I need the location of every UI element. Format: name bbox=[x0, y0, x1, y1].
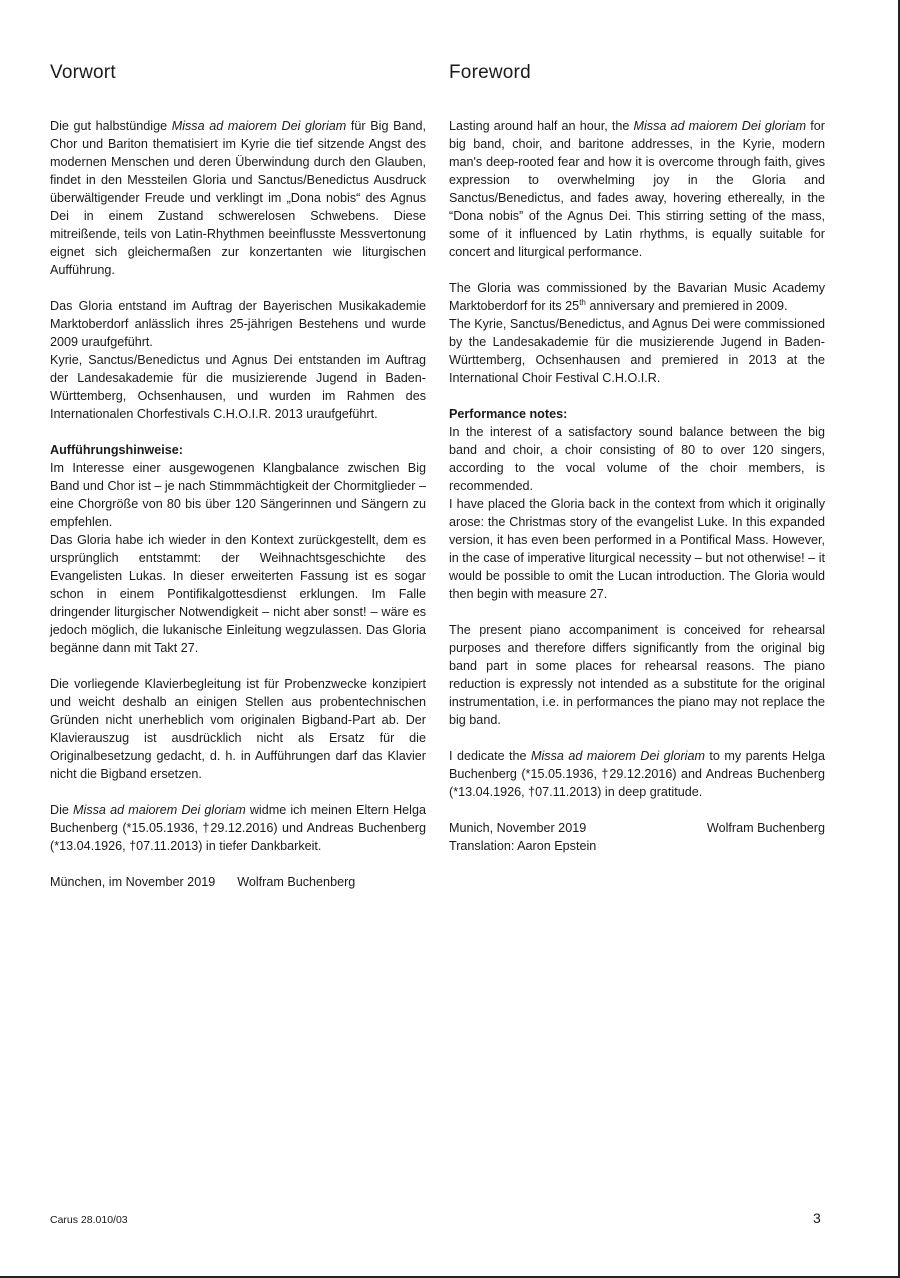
german-paragraph-context: Das Gloria habe ich wieder in den Kontext zurückgestellt, dem es ursprünglich entstammt: der Weihnachtsgeschichte des Evangelisten Lukas. In dieser erweiterten Fassung ist es sogar schon in einem Pontifikalgottesdienst erklungen. Im Falle dringender liturgischer Notwendigkeit – nicht aber sonst! – wäre es jedoch möglich, die lukanische Einleitung wegzulassen. Das Gloria begänne dann mit Takt 27. bbox=[50, 533, 426, 655]
ordinal-suffix: th bbox=[579, 297, 586, 307]
text-run: Die gut halbstündige bbox=[50, 119, 172, 133]
german-paragraph-piano: Die vorliegende Klavierbegleitung ist für Probenzwecke konzipiert und weicht deshalb an einigen Stellen aus probentechnischen Gründen nicht unerheblich vom originalen Bigband-Part ab. Der Klavierauszug ist ausdrücklich nicht als Ersatz für die Originalbesetzung gedacht, d. h. in Aufführungen darf das Klavier nicht die Bigband ersetzen. bbox=[50, 677, 426, 781]
english-signature bbox=[449, 819, 825, 837]
text-run: to my parents Helga Buchenberg (*15.05.1936, †29.12.2016) and Andreas Buchenberg (*13.04.1926, †07.11.2013) in deep gratitude. bbox=[449, 749, 825, 799]
text-run: Die bbox=[50, 803, 74, 817]
text-run: widme ich meinen Eltern Helga Buchenberg (*15.05.1936, †29.12.2016) und Andreas Buchenberg (*13.04.1926, †07.11.2013) in tiefer Dankbarkeit. bbox=[50, 803, 426, 853]
text-run: für Big Band, Chor und Bariton thematisiert im Kyrie die tief sitzende Angst des modernen Menschen und deren Überwindung durch den Glauben, findet in den Messteilen Gloria und Sanctus/Benedictus Ausdruck überwältigender Freude und verklingt im „Dona nobis“ des Agnus Dei in einem Zustand schwerelosen Schwebens. Diese mitreißende, teils von Latin-Rhythmen beeinflusste Messvertonung eignet sich gleichermaßen zur konzertanten wie liturgischen Aufführung. bbox=[50, 119, 426, 277]
german-author: Wolfram Buchenberg bbox=[237, 875, 356, 889]
english-paragraph-balance: In the interest of a satisfactory sound balance between the big band and choir, a choir consisting of 80 to over 120 singers, according to the vocal volume of the choir members, is recommended. bbox=[449, 425, 825, 493]
work-title: Missa ad maiorem Dei gloriam bbox=[633, 119, 807, 133]
german-notes-heading: Aufführungshinweise: bbox=[50, 443, 183, 457]
english-place-date: Munich, November 2019 bbox=[449, 821, 587, 835]
english-heading: Foreword bbox=[449, 62, 531, 83]
english-paragraph-gloria bbox=[449, 279, 825, 315]
english-paragraph-kyrie: The Kyrie, Sanctus/Benedictus, and Agnus Dei were commissioned by the Landesakademie für die musizierende Jugend in Baden-Württemberg, Ochsenhausen and premiered in 2013 at the International Choir Festival C.H.O.I.R. bbox=[449, 317, 825, 385]
catalog-number: Carus 28.010/03 bbox=[50, 1214, 128, 1226]
german-paragraph-gloria: Das Gloria entstand im Auftrag der Bayerischen Musikakademie Marktoberdorf anlässlich ihres 25-jährigen Bestehens und wurde 2009 uraufgeführt. bbox=[50, 299, 426, 349]
german-paragraph-balance: Im Interesse einer ausgewogenen Klangbalance zwischen Big Band und Chor ist – je nach Stimmmächtigkeit der Chormitglieder – eine Chorgröße von 80 bis über 120 Sängerinnen und Sängern zu empfehlen. bbox=[50, 461, 426, 529]
german-place-date: München, im November 2019 bbox=[50, 875, 216, 889]
german-paragraph-dedication bbox=[50, 801, 426, 855]
text-run: for big band, choir, and baritone addresses, in the Kyrie, modern man's deep-rooted fear and how it is overcome through faith, gives expression to overwhelming joy in the Gloria and Sanctus/Benedictus, and fades away, hovering ethereally, in the “Dona nobis” of the Agnus Dei. This stirring setting of the mass, some of it influenced by Latin rhythms, is equally suitable for concert and liturgical performance. bbox=[449, 119, 825, 259]
work-title: Missa ad maiorem Dei gloriam bbox=[531, 749, 705, 763]
english-paragraph-intro bbox=[449, 117, 825, 261]
german-signature bbox=[50, 873, 426, 891]
english-notes-heading: Performance notes: bbox=[449, 407, 568, 421]
english-paragraph-piano: The present piano accompaniment is conceived for rehearsal purposes and therefore differs significantly from the original big band part in some places for rehearsal reasons. The piano reduction is expressly not intended as a substitute for the original instrumentation, i.e. in performances the piano may not replace the big band. bbox=[449, 623, 825, 727]
german-paragraph-kyrie: Kyrie, Sanctus/Benedictus und Agnus Dei entstanden im Auftrag der Landesakademie für die musizierende Jugend in Baden-Württemberg, Ochsenhausen, und wurden im Rahmen des Internationalen Chorfestivals C.H.O.I.R. 2013 uraufgeführt. bbox=[50, 353, 426, 421]
work-title: Missa ad maiorem Dei gloriam bbox=[171, 119, 347, 133]
german-heading: Vorwort bbox=[50, 62, 116, 83]
english-paragraph-dedication bbox=[449, 747, 825, 801]
work-title: Missa ad maiorem Dei gloriam bbox=[73, 803, 246, 817]
german-paragraph-intro bbox=[50, 117, 426, 279]
english-author: Wolfram Buchenberg bbox=[706, 821, 825, 835]
text-run: The Gloria was commissioned by the Bavarian Music Academy Marktoberdorf for its 25 bbox=[449, 281, 825, 313]
text-run: I dedicate the bbox=[449, 749, 532, 763]
page-number: 3 bbox=[813, 1210, 821, 1226]
english-body bbox=[449, 117, 825, 873]
german-body bbox=[50, 117, 426, 891]
text-run: anniversary and premiered in 2009. bbox=[585, 299, 788, 313]
english-paragraph-context: I have placed the Gloria back in the context from which it originally arose: the Christmas story of the evangelist Luke. In this expanded version, it has even been performed in a Pontifical Mass. However, in the case of imperative liturgical necessity – but not otherwise! – it would be possible to omit the Lucan introduction. The Gloria would then begin with measure 27. bbox=[449, 497, 825, 601]
translation-credit: Translation: Aaron Epstein bbox=[449, 839, 597, 853]
text-run: Lasting around half an hour, the bbox=[449, 119, 634, 133]
